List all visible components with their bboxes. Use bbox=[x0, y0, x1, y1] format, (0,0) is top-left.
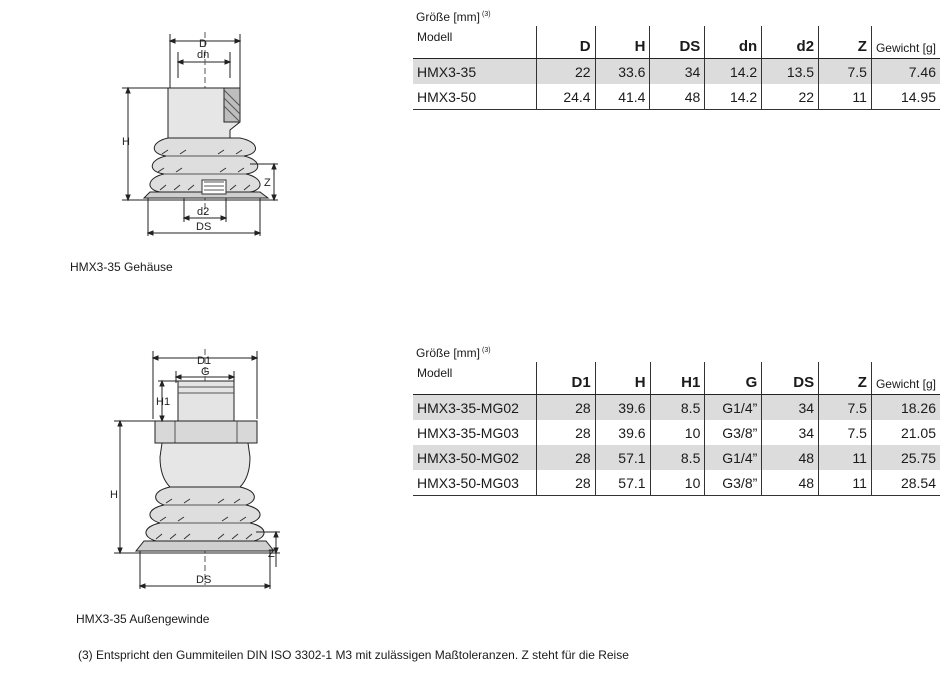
header-gewicht: Gewicht [g] bbox=[871, 26, 940, 59]
cell-G: G1/4” bbox=[705, 395, 762, 421]
header-dn: dn bbox=[705, 26, 762, 59]
dim-label-H: H bbox=[122, 136, 130, 148]
bottom-caption: HMX3-35 Außengewinde bbox=[76, 612, 210, 626]
cell-modell: HMX3-50-MG03 bbox=[413, 470, 536, 496]
size-label-footnote-ref: (3) bbox=[482, 347, 491, 354]
cell-modell: HMX3-50-MG02 bbox=[413, 445, 536, 470]
bellows-cup-housing-drawing bbox=[100, 30, 300, 240]
dim-label-D1: D1 bbox=[197, 355, 212, 367]
size-label-text: Größe [mm] bbox=[416, 10, 481, 24]
cell-D1: 28 bbox=[536, 395, 595, 421]
table-header-row bbox=[413, 362, 940, 395]
header-modell: Modell bbox=[413, 362, 536, 395]
cell-H: 41.4 bbox=[595, 84, 650, 110]
dim-label-H1: H1 bbox=[156, 396, 171, 408]
cell-G: G3/8” bbox=[705, 470, 762, 496]
bellows-cup-external-thread-drawing bbox=[100, 345, 300, 595]
header-H: H bbox=[595, 362, 650, 395]
header-Z: Z bbox=[819, 362, 872, 395]
header-H: H bbox=[595, 26, 650, 59]
header-D: D bbox=[536, 26, 595, 59]
dim-label-DS: DS bbox=[196, 574, 212, 586]
bottom-size-label bbox=[416, 346, 491, 360]
cell-gewicht: 7.46 bbox=[871, 59, 940, 85]
cell-H1: 10 bbox=[650, 470, 705, 496]
cell-DS: 34 bbox=[762, 420, 819, 445]
size-label-footnote-ref: (3) bbox=[482, 11, 491, 18]
cell-DS: 34 bbox=[762, 395, 819, 421]
cell-d2: 13.5 bbox=[762, 59, 819, 85]
cell-H1: 10 bbox=[650, 420, 705, 445]
cell-modell: HMX3-35-MG03 bbox=[413, 420, 536, 445]
bottom-technical-drawing bbox=[100, 345, 300, 595]
cell-gewicht: 25.75 bbox=[871, 445, 940, 470]
bottom-spec-table bbox=[413, 362, 940, 496]
header-d2: d2 bbox=[762, 26, 819, 59]
dim-label-Z: Z bbox=[264, 177, 271, 189]
cell-gewicht: 28.54 bbox=[871, 470, 940, 496]
header-Z: Z bbox=[819, 26, 872, 59]
dim-label-d2: d2 bbox=[197, 206, 210, 218]
cell-H: 39.6 bbox=[595, 395, 650, 421]
cell-Z: 11 bbox=[819, 470, 872, 496]
cell-dn: 14.2 bbox=[705, 59, 762, 85]
table-row bbox=[413, 420, 940, 445]
cell-D1: 28 bbox=[536, 445, 595, 470]
dim-label-dn: dn bbox=[197, 49, 210, 61]
cell-DS: 48 bbox=[762, 445, 819, 470]
cell-modell: HMX3-50 bbox=[413, 84, 536, 110]
dim-label-H: H bbox=[110, 489, 118, 501]
dim-label-G: G bbox=[201, 366, 210, 378]
cell-H1: 8.5 bbox=[650, 445, 705, 470]
cell-H: 33.6 bbox=[595, 59, 650, 85]
cell-H: 57.1 bbox=[595, 470, 650, 496]
cell-H1: 8.5 bbox=[650, 395, 705, 421]
cell-DS: 34 bbox=[650, 59, 705, 85]
top-caption: HMX3-35 Gehäuse bbox=[70, 260, 173, 274]
cell-gewicht: 21.05 bbox=[900, 424, 936, 441]
dim-label-D: D bbox=[199, 38, 207, 50]
header-modell: Modell bbox=[413, 26, 536, 59]
cell-Z: 7.5 bbox=[819, 420, 872, 445]
top-size-label bbox=[416, 10, 491, 24]
cell-Z: 7.5 bbox=[819, 59, 872, 85]
cell-Z: 11 bbox=[819, 84, 872, 110]
cell-G: G3/8” bbox=[705, 420, 762, 445]
cell-Z: 11 bbox=[819, 445, 872, 470]
table-row bbox=[413, 470, 940, 496]
cell-d2: 22 bbox=[762, 84, 819, 110]
header-H1: H1 bbox=[650, 362, 705, 395]
cell-Z: 7.5 bbox=[819, 395, 872, 421]
cell-H: 39.6 bbox=[595, 420, 650, 445]
cell-modell: HMX3-35 bbox=[413, 59, 536, 85]
size-label-text: Größe [mm] bbox=[416, 346, 481, 360]
cell-D: 22 bbox=[536, 59, 595, 85]
cell-dn: 14.2 bbox=[705, 84, 762, 110]
top-spec-table bbox=[413, 26, 940, 110]
table-row bbox=[413, 59, 940, 85]
table-row bbox=[413, 395, 940, 421]
header-DS: DS bbox=[650, 26, 705, 59]
dim-label-DS: DS bbox=[196, 221, 212, 233]
cell-D1: 28 bbox=[536, 420, 595, 445]
header-gewicht: Gewicht [g] bbox=[871, 362, 940, 395]
header-D1: D1 bbox=[536, 362, 595, 395]
table-row bbox=[413, 445, 940, 470]
cell-modell: HMX3-35-MG02 bbox=[413, 395, 536, 421]
cell-DS: 48 bbox=[762, 470, 819, 496]
cell-D1: 28 bbox=[536, 470, 595, 496]
dim-label-Z: Z bbox=[268, 548, 275, 560]
cell-gewicht: 18.26 bbox=[871, 395, 940, 421]
cell-D: 24.4 bbox=[536, 84, 595, 110]
header-DS: DS bbox=[762, 362, 819, 395]
top-technical-drawing bbox=[100, 30, 300, 240]
cell-H: 57.1 bbox=[595, 445, 650, 470]
header-G: G bbox=[705, 362, 762, 395]
cell-gewicht: 14.95 bbox=[871, 84, 940, 110]
table-row bbox=[413, 84, 940, 110]
cell-DS: 48 bbox=[650, 84, 705, 110]
footnote: (3) Entspricht den Gummiteilen DIN ISO 3302-1 M3 mit zulässigen Maßtoleranzen. Z steht für die Reise bbox=[78, 648, 629, 662]
cell-G: G1/4” bbox=[705, 445, 762, 470]
table-header-row bbox=[413, 26, 940, 59]
